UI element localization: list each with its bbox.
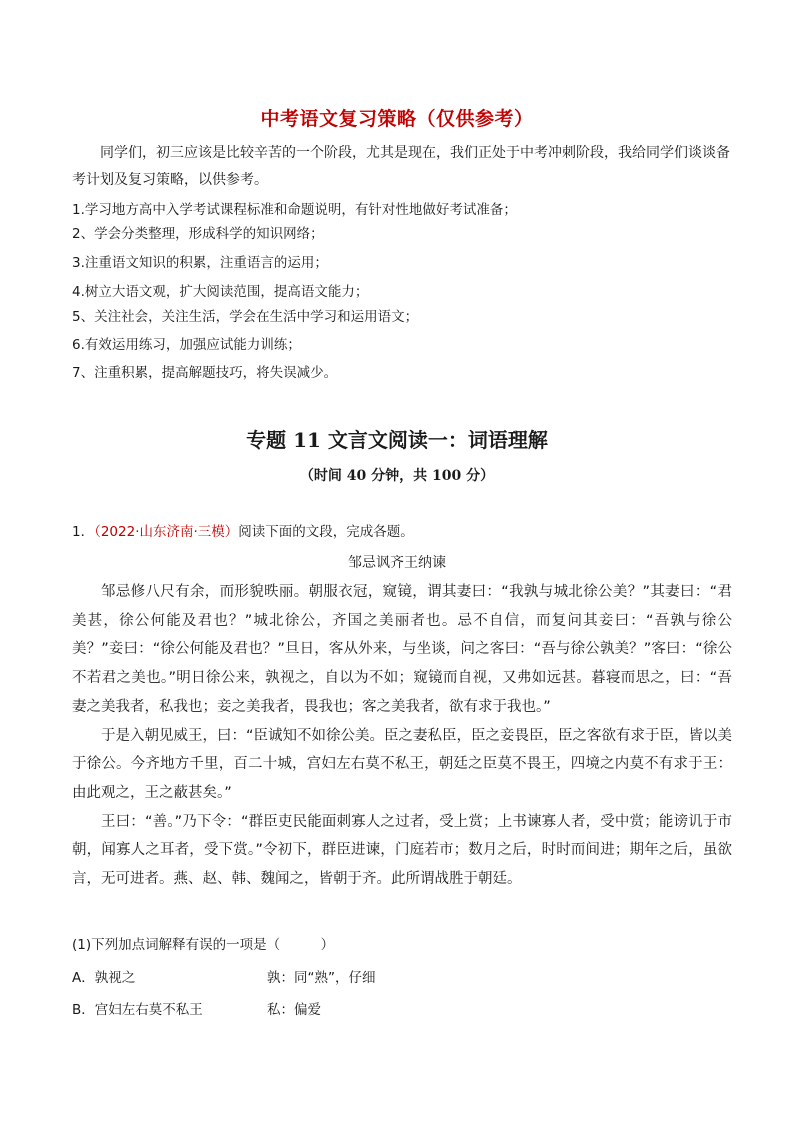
strategy-item: 1.学习地方高中入学考试课程标准和命题说明，有针对性地做好考试准备； [72, 202, 517, 218]
question-header [72, 520, 414, 540]
topic-title: 专题 11 文言文阅读一：词语理解 [246, 428, 548, 452]
topic-subtitle: （时间 40 分钟，共 100 分） [299, 468, 495, 484]
question-number: 1． [72, 524, 95, 540]
option-label: A．孰视之 [72, 970, 136, 986]
option-label: B．宫妇左右莫不私王 [72, 1002, 203, 1018]
article-paragraph: 王曰：“善。”乃下令：“群臣吏民能面刺寡人之过者，受上赏；上书谏寡人者，受中赏；能谤讥于市朝，闻寡人之耳者，受下赏。”令初下，群臣进谏，门庭若市；数月之后，时时而间进；期年之后，虽欲言，无可进者。燕、赵、韩、魏闻之，皆朝于齐。此所谓战胜于朝廷。 [72, 813, 732, 888]
sub-question: (1)下列加点词解释有误的一项是（ ） [72, 937, 335, 953]
article-body [72, 578, 732, 894]
article-title: 邹忌讽齐王纳谏 [348, 555, 446, 571]
strategy-item: 2、学会分类整理，形成科学的知识网络； [72, 226, 324, 242]
question-instruction: 阅读下面的文段，完成各题。 [238, 524, 414, 540]
page-title: 中考语文复习策略（仅供参考） [260, 108, 534, 130]
article-paragraph: 于是入朝见威王，曰：“臣诚知不如徐公美。臣之妻私臣，臣之妾畏臣，臣之客欲有求于臣，皆以美于徐公。今齐地方千里，百二十城，宫妇左右莫不私王，朝廷之臣莫不畏王，四境之内莫不有求于王：由此观之，王之蔽甚矣。” [72, 727, 733, 801]
strategy-item: 3.注重语文知识的积累，注重语言的运用； [72, 255, 328, 271]
intro-paragraph: 同学们，初三应该是比较辛苦的一个阶段，尤其是现在，我们正处于中考冲刺阶段，我给同学们谈谈备考计划及复习策略，以供参考。 [72, 145, 730, 188]
strategy-item: 7、注重积累，提高解题技巧，将失误减少。 [72, 365, 338, 381]
strategy-item: 4.树立大语文观，扩大阅读范围，提高语文能力； [72, 284, 369, 300]
option-explain: 私：偏爱 [267, 1002, 321, 1018]
strategy-item: 6.有效运用练习，加强应试能力训练； [72, 337, 301, 353]
option-explain: 孰：同“熟”，仔细 [267, 970, 376, 986]
article-paragraph: 邹忌修八尺有余，而形貌昳丽。朝服衣冠，窥镜，谓其妻曰：“我孰与城北徐公美？”其妻曰：“君美甚，徐公何能及君也？”城北徐公，齐国之美丽者也。忌不自信，而复问其妾曰：“吾孰与徐公美？”妾曰：“徐公何能及君也？”旦日，客从外来，与坐谈，问之客曰：“吾与徐公孰美？”客曰：“徐公不若君之美也。”明日徐公来，孰视之，自以为不如；窥镜而自视，又弗如远甚。暮寝而思之，曰：“吾妻之美我者，私我也；妾之美我者，畏我也；客之美我者，欲有求于我也。” [72, 584, 732, 715]
intro-section [72, 140, 732, 194]
question-source: （2022·山东济南·三模） [94, 524, 239, 540]
option-b [72, 998, 321, 1018]
strategy-item: 5、关注社会，关注生活，学会在生活中学习和运用语文； [72, 309, 419, 325]
option-a [72, 966, 376, 986]
